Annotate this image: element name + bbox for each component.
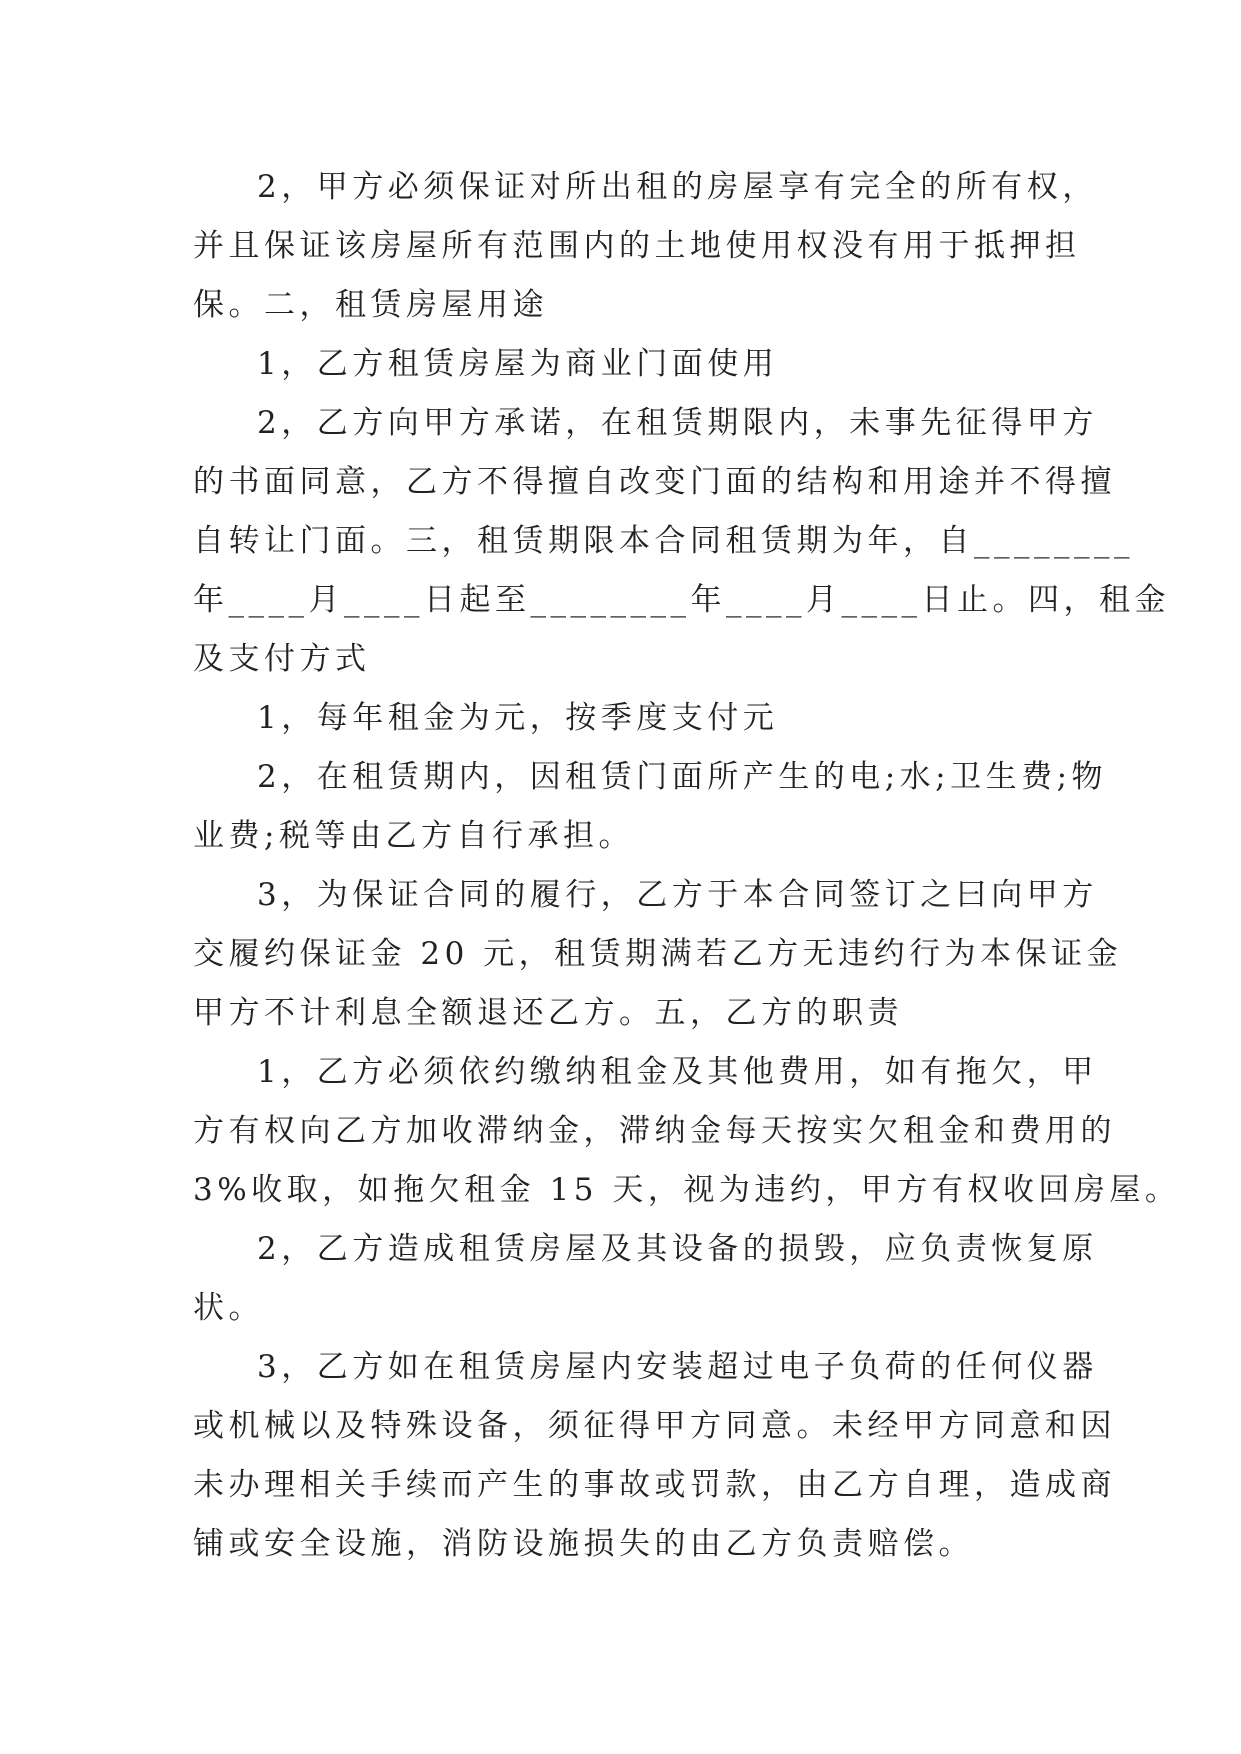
text-line: 2，乙方向甲方承诺，在租赁期限内，未事先征得甲方 xyxy=(257,405,1098,441)
paragraph-late-fee xyxy=(193,1043,1181,1220)
text-line: 并且保证该房屋所有范围内的土地使用权没有用于抵押担 xyxy=(193,228,1081,264)
text-line: 1，每年租金为元，按季度支付元 xyxy=(257,700,779,736)
text-line: 交履约保证金 20 元，租赁期满若乙方无违约行为本保证金 xyxy=(193,936,1123,972)
text-line: 未办理相关手续而产生的事故或罚款，由乙方自理，造成商 xyxy=(193,1467,1116,1503)
paragraph-deposit xyxy=(193,866,1123,1043)
paragraph-equipment-safety xyxy=(193,1338,1116,1574)
text-line: 方有权向乙方加收滞纳金，滞纳金每天按实欠租金和费用的 xyxy=(193,1113,1116,1149)
text-line: 年____月____日起至________年____月____日止。四，租金 xyxy=(193,582,1170,618)
text-line: 甲方不计利息全额退还乙方。五，乙方的职责 xyxy=(193,995,903,1031)
text-line: 保。二，租赁房屋用途 xyxy=(193,287,548,323)
text-line: 2，乙方造成租赁房屋及其设备的损毁，应负责恢复原 xyxy=(257,1231,1098,1267)
paragraph-tenant-promise xyxy=(193,394,1170,689)
text-line: 3%收取，如拖欠租金 15 天，视为违约，甲方有权收回房屋。 xyxy=(193,1172,1181,1208)
document-body xyxy=(193,158,1181,1574)
text-line: 3，乙方如在租赁房屋内安装超过电子负荷的任何仪器 xyxy=(257,1349,1098,1385)
text-line: 1，乙方必须依约缴纳租金及其他费用，如有拖欠，甲 xyxy=(257,1054,1098,1090)
text-line: 及支付方式 xyxy=(193,641,371,677)
text-line: 状。 xyxy=(193,1290,264,1326)
paragraph-owner-guarantee xyxy=(193,158,1098,335)
text-line: 1，乙方租赁房屋为商业门面使用 xyxy=(257,346,779,382)
text-line: 或机械以及特殊设备，须征得甲方同意。未经甲方同意和因 xyxy=(193,1408,1116,1444)
text-line: 3，为保证合同的履行，乙方于本合同签订之曰向甲方 xyxy=(257,877,1098,913)
text-line: 的书面同意，乙方不得擅自改变门面的结构和用途并不得擅 xyxy=(193,464,1116,500)
text-line: 业费;税等由乙方自行承担。 xyxy=(193,818,634,854)
paragraph-utility-fees xyxy=(193,748,1108,866)
paragraph-damage-restore xyxy=(193,1220,1098,1338)
text-line: 2，在租赁期内，因租赁门面所产生的电;水;卫生费;物 xyxy=(257,759,1108,795)
paragraph-annual-rent xyxy=(193,689,1053,748)
text-line: 自转让门面。三，租赁期限本合同租赁期为年，自________ xyxy=(193,523,1134,559)
text-line: 铺或安全设施，消防设施损失的由乙方负责赔偿。 xyxy=(193,1526,974,1562)
paragraph-commercial-use xyxy=(193,335,1053,394)
text-line: 2，甲方必须保证对所出租的房屋享有完全的所有权， xyxy=(257,169,1098,205)
